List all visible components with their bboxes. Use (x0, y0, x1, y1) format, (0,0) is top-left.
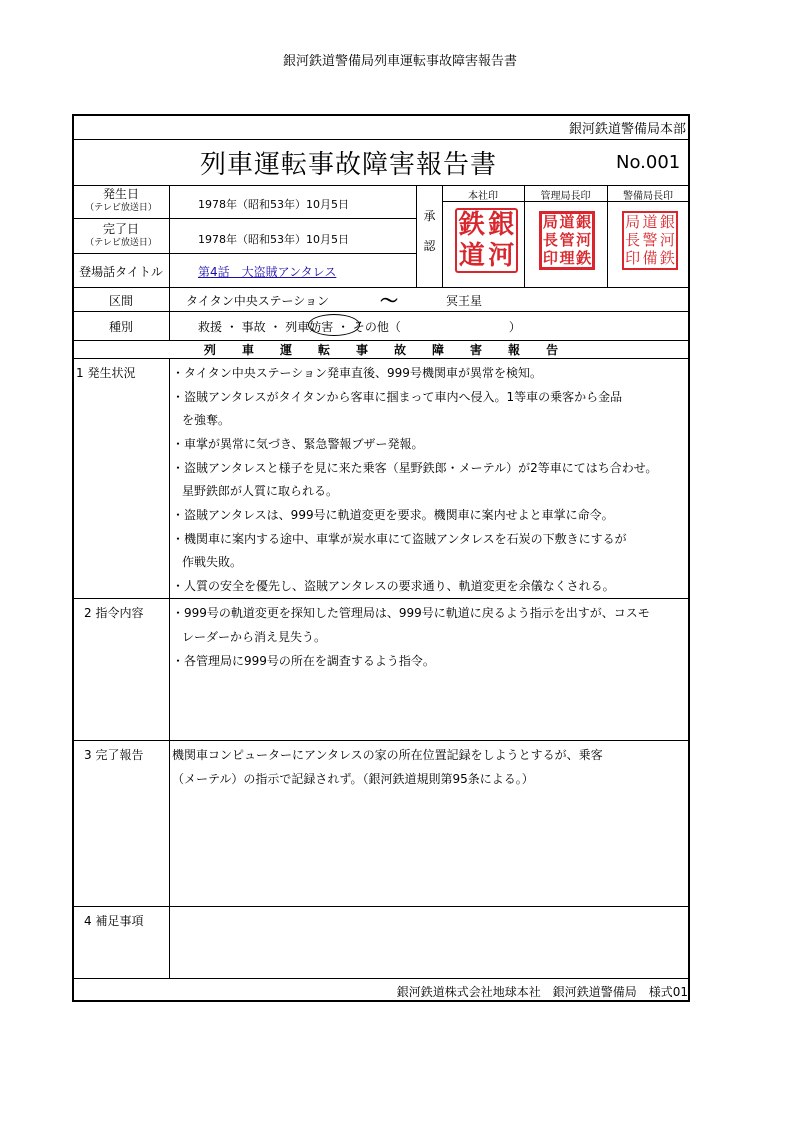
section-2-label: 2 指令内容 (84, 606, 144, 620)
rule-sec2 (73, 740, 689, 741)
stamp-header-head-office: 本社印 (468, 191, 498, 202)
document-header: 銀河鉄道警備局列車運転事故障害報告書 (282, 54, 517, 69)
rule-dept (73, 139, 689, 140)
section-3-label: 3 完了報告 (84, 748, 144, 762)
section-1-line: ・タイタン中央ステーション発車直後、999号機関車が異常を検知。 (172, 366, 542, 380)
head-office-seal: 鉄 銀 道 河 (455, 208, 518, 273)
section-2-line: ・各管理局に999号の所在を調査するよう指令。 (172, 654, 435, 668)
section-1-line: 星野鉄郎が人質に取られる。 (182, 484, 339, 498)
rule-sec3 (73, 906, 689, 907)
stamp-header-management: 管理局長印 (540, 191, 591, 202)
section-from: タイタン中央ステーション (186, 294, 330, 308)
completion-label-cell (73, 222, 169, 250)
section-2-line: レーダーから消え見失う。 (182, 630, 327, 644)
section-1-line: ・車掌が異常に気づき、緊急警報ブザー発報。 (172, 437, 424, 451)
section-3-line: 機関車コンピューターにアンタレスの家の所在位置記録をしようとするが、乗客 (172, 748, 603, 762)
completion-value: 1978年（昭和53年）10月5日 (198, 233, 349, 246)
report-heading: 列 車 運 転 事 故 障 害 報 告 (203, 342, 559, 357)
type-label: 種別 (108, 320, 133, 334)
rule-approval-left (416, 185, 417, 287)
rule-title (73, 185, 689, 186)
occurrence-sub: （テレビ放送日） (85, 203, 157, 213)
episode-label: 登場話タイトル (79, 265, 163, 279)
section-1-line: ・機関車に案内する途中、車掌が炭水車にて盗賊アンタレスを石炭の下敷きにするが (172, 532, 627, 546)
department-name: 銀河鉄道警備局本部 (568, 122, 686, 137)
section-label: 区間 (108, 294, 133, 308)
section-1-line: ・盗賊アンタレスと様子を見に来た乗客（星野鉄郎・メーテル）が2等車にてはち合わせ。 (172, 461, 658, 475)
approval-label-top: 承 (423, 209, 436, 223)
completion-sub: （テレビ放送日） (85, 238, 157, 248)
section-1-line: ・盗賊アンタレスがタイタンから客車に掴まって車内へ侵入。1等車の乗客から金品 (172, 390, 623, 404)
section-1-label: 1 発生状況 (76, 366, 136, 380)
section-to: 冥王星 (446, 294, 483, 308)
completion-label: 完了日 (102, 222, 139, 236)
rule-occurrence (73, 218, 416, 219)
section-1-line: を強奪。 (182, 413, 231, 427)
type-selection-circle (308, 314, 360, 336)
section-2-line: ・999号の軌道変更を探知した管理局は、999号に軌道に戻るよう指示を出すが、コスモ (172, 606, 650, 620)
section-tilde: 〜 (380, 291, 398, 312)
rule-sec4 (73, 978, 689, 979)
rule-sections-col (169, 358, 170, 978)
form-title: 列車運転事故障害報告書 (200, 150, 498, 180)
episode-title-link[interactable]: 第4話 大盗賊アンタレス (198, 265, 337, 279)
occurrence-label: 発生日 (102, 187, 139, 201)
section-1-line: 作戦失敗。 (182, 555, 243, 569)
security-seal: 局 道 銀 長 警 河 印 備 鉄 (622, 211, 678, 270)
form-footer: 銀河鉄道株式会社地球本社 銀河鉄道警備局 様式01 (396, 985, 688, 999)
rule-sec1 (73, 598, 689, 599)
section-1-line: ・人質の安全を優先し、盗賊アンタレスの要求通り、軌道変更を余儀なくされる。 (172, 579, 615, 593)
approval-label-bottom: 認 (423, 239, 436, 253)
rule-label-col (169, 185, 170, 340)
occurrence-value: 1978年（昭和53年）10月5日 (198, 198, 349, 211)
rule-completion (73, 253, 416, 254)
section-3-line: （メーテル）の指示で記録されず。（銀河鉄道規則第95条による。） (172, 772, 534, 786)
type-options: 救援 ・ 事故 ・ 列車妨害 ・ その他（ ） (198, 320, 521, 334)
form-number: No.001 (616, 152, 681, 173)
section-4-label: 4 補足事項 (84, 914, 144, 928)
management-seal: 局 道 銀 長 管 河 印 理 鉄 (539, 211, 595, 270)
rule-heading (73, 358, 689, 359)
stamp-header-security: 警備局長印 (623, 191, 673, 202)
section-1-line: ・盗賊アンタレスは、999号に軌道変更を要求。機関車に案内せよと車掌に命令。 (172, 508, 614, 522)
occurrence-label-cell (73, 187, 169, 215)
